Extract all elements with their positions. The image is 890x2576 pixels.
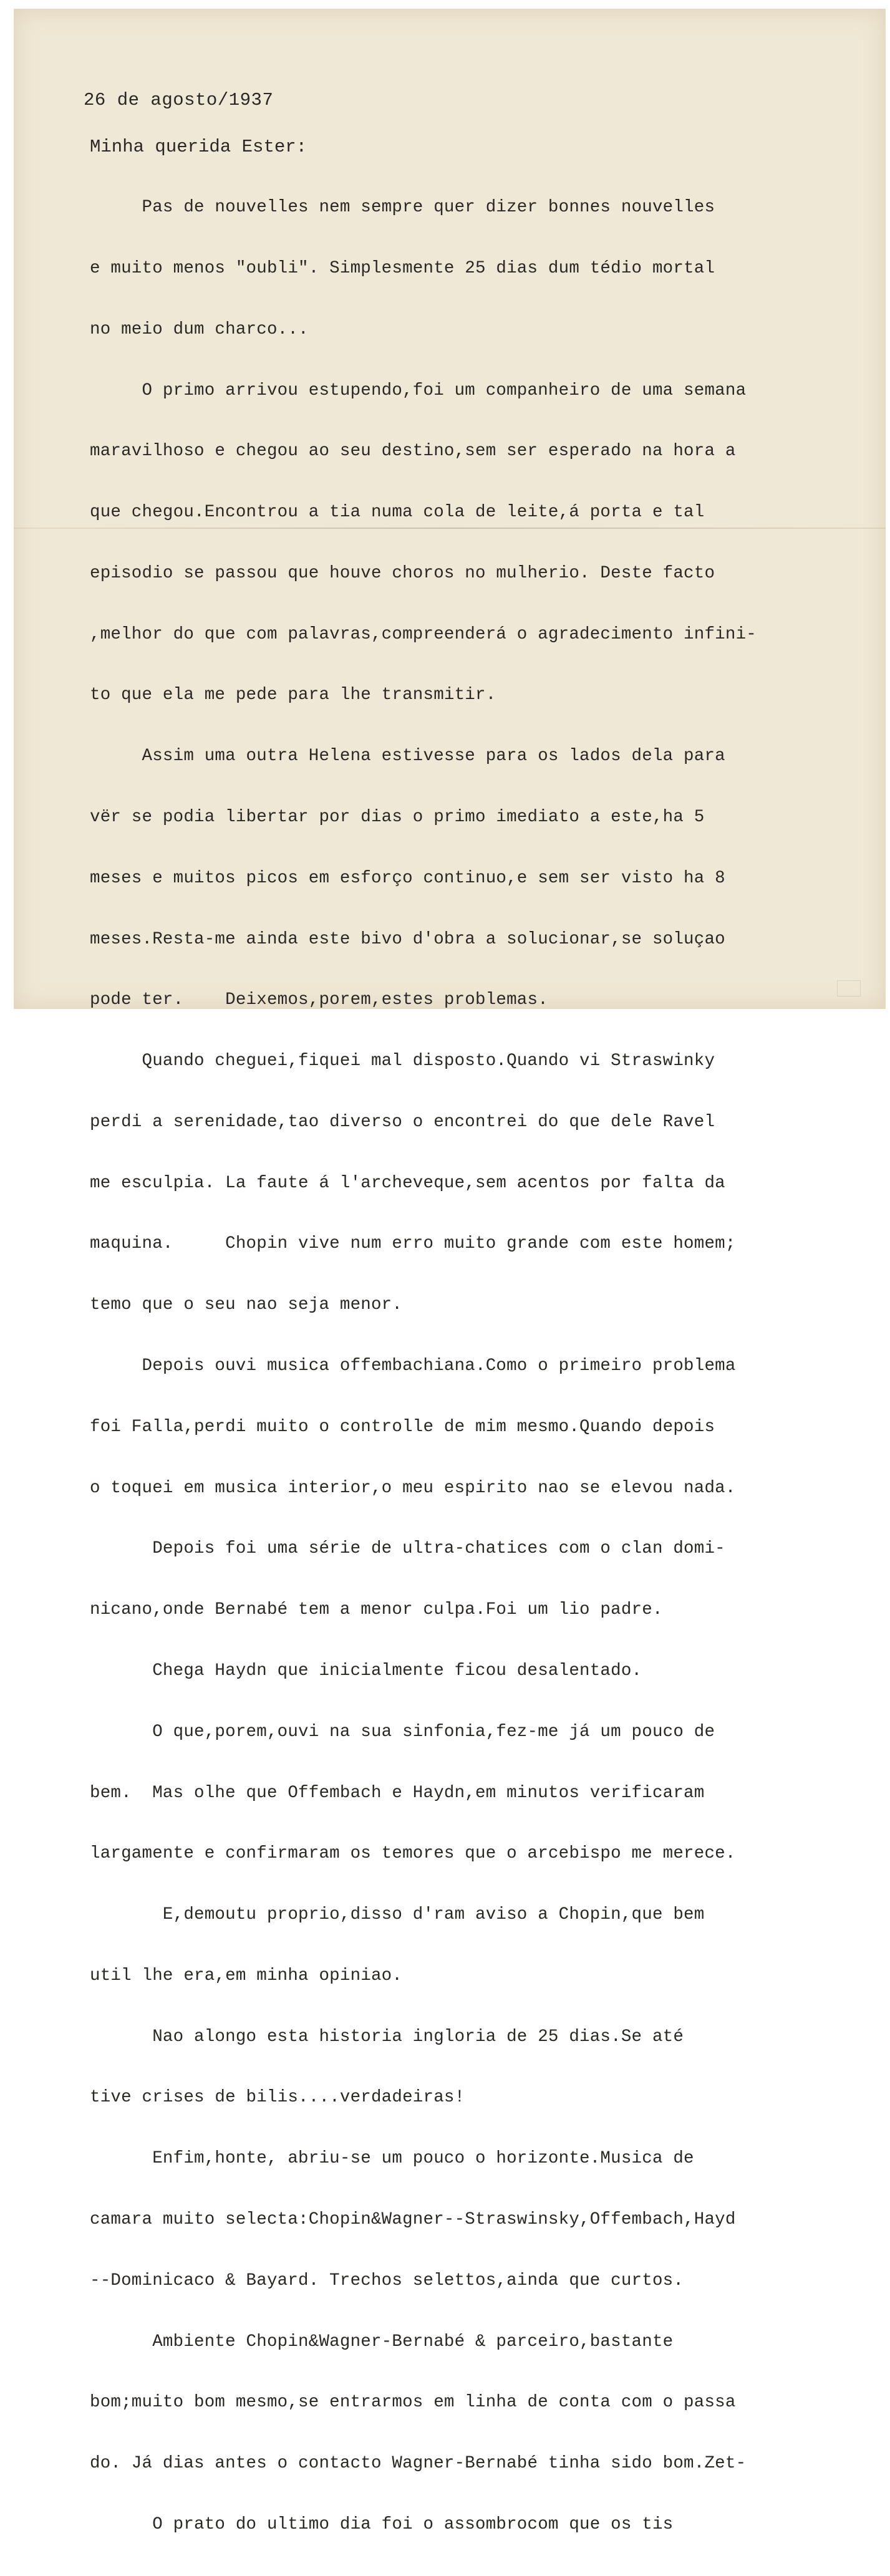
letter-date: 26 de agosto/1937 <box>84 90 274 110</box>
letter-line: E,demoutu proprio,disso d'ram aviso a Chopin,que bem <box>90 1905 705 1925</box>
letter-line: Assim uma outra Helena estivesse para os lados dela para <box>90 746 725 766</box>
letter-line: o toquei em musica interior,o meu espirito nao se elevou nada. <box>90 1478 736 1498</box>
letter-line: Pas de nouvelles nem sempre quer dizer bonnes nouvelles <box>90 198 715 218</box>
letter-body <box>90 157 883 2576</box>
letter-page <box>14 9 886 2534</box>
letter-greeting: Minha querida Ester: <box>90 137 307 157</box>
letter-line: Depois ouvi musica offembachiana.Como o primeiro problema <box>90 1356 736 1376</box>
letter-line: no meio dum charco... <box>90 319 309 339</box>
letter-line: vër se podia libertar por dias o primo imediato a este,ha 5 <box>90 808 705 827</box>
letter-line: temo que o seu nao seja menor. <box>90 1295 403 1315</box>
letter-line: Depois foi uma série de ultra-chatices com o clan domi- <box>90 1539 725 1559</box>
letter-line: episodio se passou que houve choros no mulherio. Deste facto <box>90 563 715 583</box>
letter-line: Chega Haydn que inicialmente ficou desalentado. <box>90 1661 642 1681</box>
letter-line: O primo arrivou estupendo,foi um companheiro de uma semana <box>90 380 747 400</box>
letter-line: do. Já dias antes o contacto Wagner-Bernabé tinha sido bom.Zet- <box>90 2454 747 2474</box>
letter-line: util lhe era,em minha opiniao. <box>90 1966 403 1985</box>
letter-line: bom;muito bom mesmo,se entrarmos em linha de conta com o passa <box>90 2393 736 2413</box>
letter-line: O que,porem,ouvi na sua sinfonia,fez-me já um pouco de <box>90 1722 715 1742</box>
letter-line: Ambiente Chopin&Wagner-Bernabé & parceiro,bastante <box>90 2332 674 2352</box>
letter-line: Quando cheguei,fiquei mal disposto.Quando vi Straswinky <box>90 1051 715 1071</box>
letter-line: largamente e confirmaram os temores que o arcebispo me merece. <box>90 1844 736 1864</box>
letter-line: Nao alongo esta historia ingloria de 25 dias.Se até <box>90 2027 684 2047</box>
letter-line: perdi a serenidade,tao diverso o encontrei do que dele Ravel <box>90 1112 715 1132</box>
letter-line: meses.Resta-me ainda este bivo d'obra a solucionar,se soluçao <box>90 929 725 949</box>
letter-line: maravilhoso e chegou ao seu destino,sem ser esperado na hora a <box>90 441 736 461</box>
letter-line: nicano,onde Bernabé tem a menor culpa.Foi um lio padre. <box>90 1600 663 1620</box>
letter-line: e muito menos "oubli". Simplesmente 25 dias dum tédio mortal <box>90 258 715 278</box>
letter-line: me esculpia. La faute á l'archeveque,sem acentos por falta da <box>90 1173 725 1193</box>
letter-line: meses e muitos picos em esforço continuo,e sem ser visto ha 8 <box>90 868 725 888</box>
letter-line: Enfim,honte, abriu-se um pouco o horizonte.Musica de <box>90 2149 694 2169</box>
letter-line: --Dominicaco & Bayard. Trechos selettos,ainda que curtos. <box>90 2270 684 2290</box>
letter-line: camara muito selecta:Chopin&Wagner--Straswinsky,Offembach,Hayd <box>90 2209 736 2229</box>
letter-line: foi Falla,perdi muito o controlle de mim mesmo.Quando depois <box>90 1417 715 1437</box>
letter-line: tive crises de bilis....verdadeiras! <box>90 2088 465 2108</box>
letter-line: bem. Mas olhe que Offembach e Haydn,em minutos verificaram <box>90 1783 705 1803</box>
letter-line: maquina. Chopin vive num erro muito grande com este homem; <box>90 1234 736 1254</box>
letter-line: ,melhor do que com palavras,compreenderá o agradecimento infini- <box>90 624 757 644</box>
letter-line: pode ter. Deixemos,porem,estes problemas. <box>90 990 548 1010</box>
letter-line: to que ela me pede para lhe transmitir. <box>90 685 496 705</box>
letter-line: O prato do ultimo dia foi o assombrocom que os tis <box>90 2514 674 2534</box>
letter-line: que chegou.Encontrou a tia numa cola de leite,á porta e tal <box>90 503 705 523</box>
